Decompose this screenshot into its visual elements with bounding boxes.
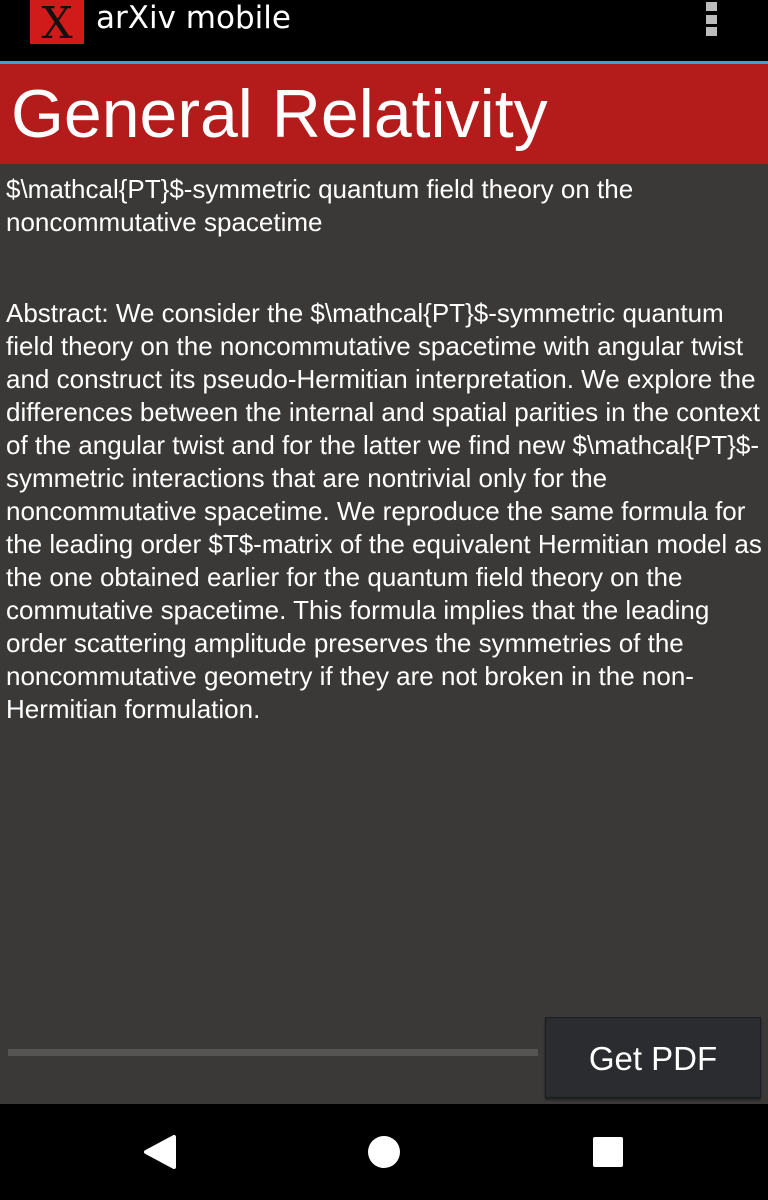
app-title: arXiv mobile xyxy=(96,0,291,36)
back-triangle-icon[interactable] xyxy=(112,1104,208,1200)
paper-title: $\mathcal{PT}$-symmetric quantum field theory on the noncommutative spacetime xyxy=(6,174,634,237)
overflow-dot xyxy=(706,15,717,24)
navigation-bar xyxy=(0,1104,768,1200)
recents-square-icon[interactable] xyxy=(560,1104,656,1200)
overflow-menu-icon[interactable] xyxy=(702,0,722,40)
category-title: General Relativity xyxy=(11,76,548,152)
download-progress-bar xyxy=(8,1049,538,1056)
overflow-dot xyxy=(706,27,717,36)
home-circle-icon[interactable] xyxy=(336,1104,432,1200)
arxiv-logo-icon xyxy=(30,0,84,44)
action-bar xyxy=(0,0,768,61)
paper-abstract: Abstract: We consider the $\mathcal{PT}$-symmetric quantum field theory on the noncommutative spacetime with angular twist and construct its pseudo-Hermitian interpretation. We explore the differences between the internal and spatial parities in the context of the angular twist and for the latter we find new $\mathcal{PT}$-symmetric interactions that are nontrivial only for the noncommutative spacetime. We reproduce the same formula for the leading order $T$-matrix of the equivalent Hermitian model as the one obtained earlier for the quantum field theory on the commutative spacetime. This formula implies that the leading order scattering amplitude preserves the symmetries of the noncommutative geometry if they are not broken in the non-Hermitian formulation. xyxy=(6,298,762,724)
overflow-dot xyxy=(706,2,717,11)
category-header xyxy=(0,64,768,164)
get-pdf-button[interactable]: Get PDF xyxy=(545,1017,761,1098)
logo-letter: X xyxy=(41,0,73,44)
